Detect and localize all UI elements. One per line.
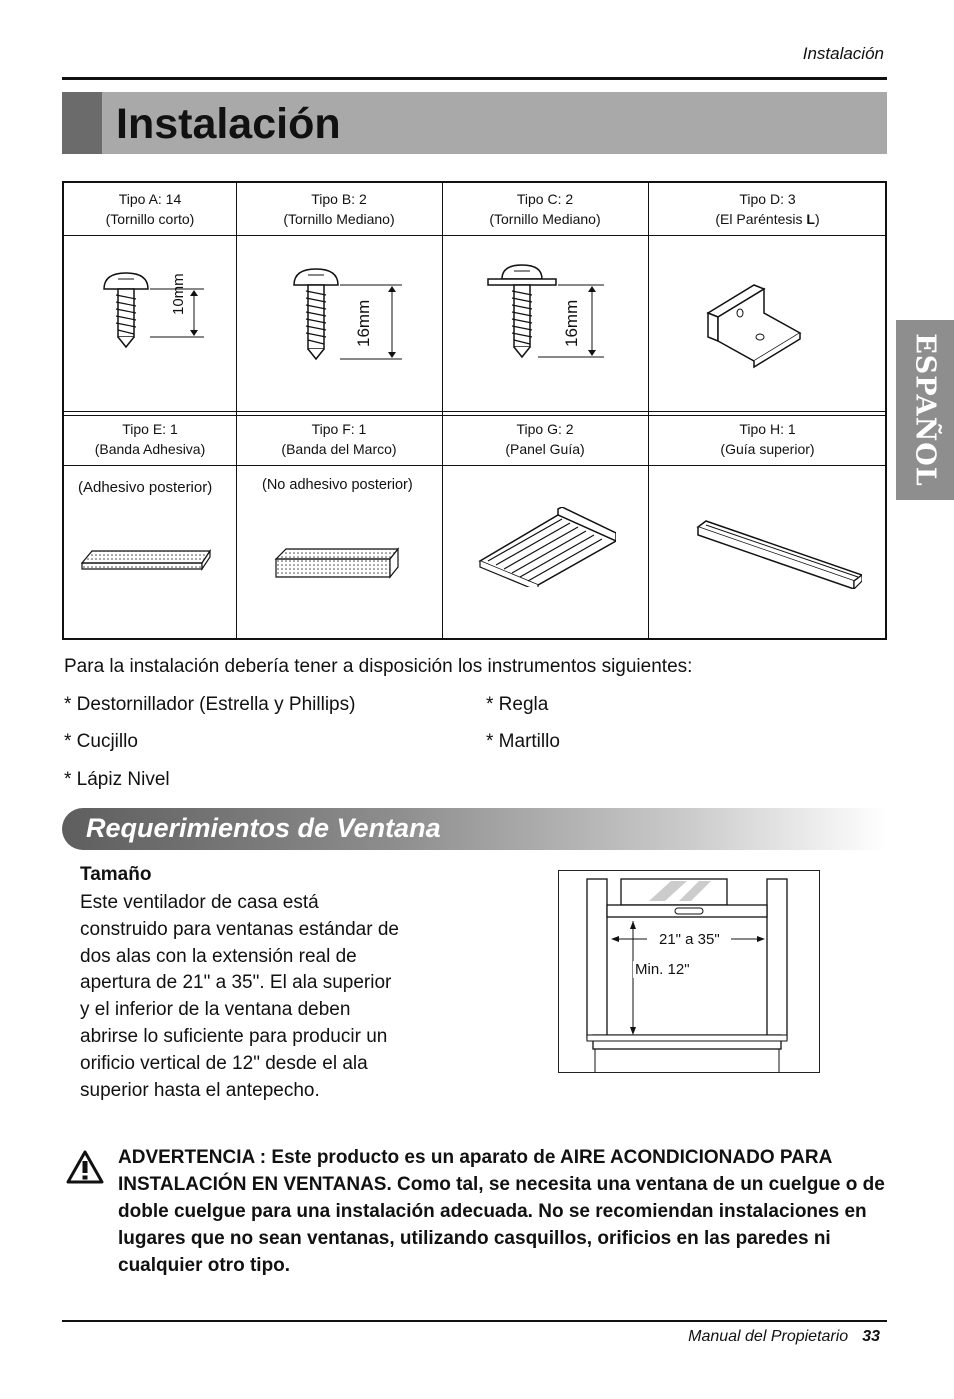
- table-divider: [64, 465, 885, 466]
- non-adhesive-note: (No adhesivo posterior): [262, 477, 413, 493]
- warning-icon: [66, 1150, 104, 1184]
- frame-strip-icon: [272, 543, 402, 583]
- part-f-header: Tipo F: 1 (Banda del Marco): [281, 421, 397, 457]
- table-divider: [64, 411, 885, 412]
- section-title: Requerimientos de Ventana: [86, 813, 441, 843]
- dimension-label: 10mm: [170, 273, 187, 315]
- top-guide-rail-icon: [692, 517, 862, 589]
- adhesive-note: (Adhesivo posterior): [78, 479, 213, 496]
- short-screw-icon: [94, 269, 214, 379]
- part-b-header: Tipo B: 2 (Tornillo Mediano): [283, 191, 395, 227]
- width-label: 21" a 35": [659, 931, 720, 948]
- tool-item: * Martillo: [486, 731, 560, 752]
- footer-label: Manual del Propietario: [688, 1328, 849, 1345]
- tool-item: * Destornillador (Estrella y Phillips): [64, 694, 356, 715]
- running-head: Instalación: [802, 44, 884, 63]
- medium-screw-icon: [284, 267, 414, 377]
- washer-screw-icon: [482, 263, 612, 373]
- part-h-header: Tipo H: 1 (Guía superior): [720, 421, 815, 457]
- tool-item: * Lápiz Nivel: [64, 769, 170, 790]
- part-e-header: Tipo E: 1 (Banda Adhesiva): [94, 421, 206, 457]
- language-tab: [896, 320, 954, 500]
- warning-text: ADVERTENCIA : Este producto es un aparato de AIRE ACONDICIONADO PARA INSTALACIÓN EN VENTANAS. Como tal, se necesita una ventana de un cuelgue o de doble cuelgue para una instalación adecuada. No se recomiendan instalaciones en lugares que no sean ventanas, utilizando casquillos, orificios en las paredes ni cualquier otro tipo.: [118, 1147, 885, 1276]
- dimension-label: 16mm: [562, 299, 581, 347]
- top-rule: [62, 77, 887, 80]
- parts-table: [62, 181, 887, 640]
- height-label: Min. 12": [635, 961, 690, 978]
- guide-panel-icon: [476, 507, 616, 587]
- page-title: Instalación: [116, 100, 341, 148]
- part-g-header: Tipo G: 2 (Panel Guía): [505, 421, 585, 457]
- page-number: 33: [862, 1328, 880, 1345]
- part-d-header: Tipo D: 3 (El Paréntesis L): [715, 191, 820, 227]
- part-c-header: Tipo C: 2 (Tornillo Mediano): [489, 191, 601, 227]
- bottom-rule: [62, 1320, 887, 1322]
- table-divider: [64, 235, 885, 236]
- dimension-label: 16mm: [354, 299, 373, 347]
- language-tab-label: ESPAÑOL: [909, 333, 941, 487]
- tools-intro: Para la instalación debería tener a disposición los instrumentos siguientes:: [64, 656, 693, 677]
- table-divider: [64, 415, 885, 416]
- size-heading: Tamaño: [80, 864, 152, 885]
- tool-item: * Cucjillo: [64, 731, 138, 752]
- adhesive-strip-icon: [78, 545, 214, 575]
- title-bar: [62, 92, 887, 154]
- part-a-header: Tipo A: 14 (Tornillo corto): [105, 191, 195, 227]
- size-description: Este ventilador de casa está construido para ventanas estándar de dos alas con la extensión real de apertura de 21" a 35". El ala superior y el inferior de la ventana deben abrirse lo suficiente para producir un orificio vertical de 12" desde el ala superior hasta el antepecho.: [80, 892, 399, 1101]
- l-bracket-icon: [704, 279, 814, 369]
- tool-item: * Regla: [486, 694, 549, 715]
- window-diagram: [558, 870, 820, 1073]
- footer: [688, 1328, 880, 1346]
- title-bar-tab: [62, 92, 102, 154]
- section-header: [62, 808, 887, 850]
